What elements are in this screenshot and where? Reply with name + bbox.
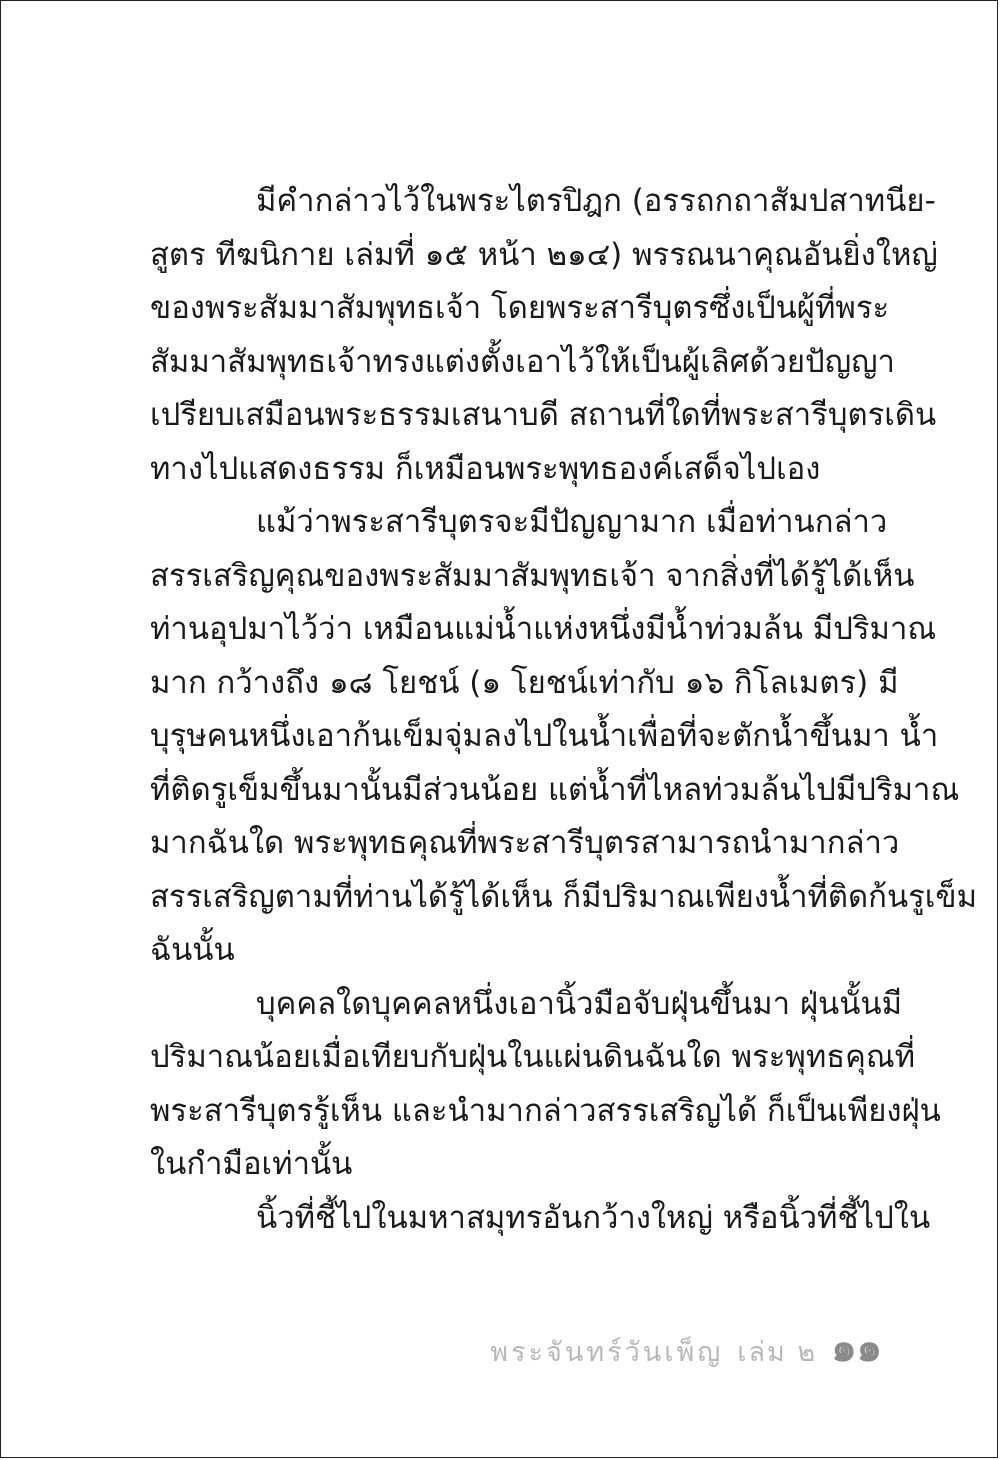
text-line: สัมมาสัมพุทธเจ้าทรงแต่งตั้งเอาไว้ให้เป็นผู้เลิศด้วยปัญญา [150,343,895,380]
text-line: ทางไปแสดงธรรม ก็เหมือนพระพุทธองค์เสด็จไปเอง [150,450,821,487]
volume-label: เล่ม ๒ [737,1337,818,1368]
text-line: บุรุษคนหนึ่งเอาก้นเข็มจุ่มลงไปในน้ำเพื่อที่จะตักน้ำขึ้นมา น้ำ [150,718,939,754]
text-line: ในกำมือเท่านั้น [150,1146,353,1182]
text-line: มาก กว้างถึง ๑๘ โยชน์ (๑ โยชน์เท่ากับ ๑๖ กิโลเมตร) มี [150,664,899,701]
text-line: สูตร ทีฆนิกาย เล่มที่ ๑๕ หน้า ๒๑๔) พรรณนาคุณอันยิ่งใหญ่ [150,236,938,273]
text-line: นิ้วที่ชี้ไปในมหาสมุทรอันกว้างใหญ่ หรือนิ้วที่ชี้ไปใน [256,1199,931,1236]
text-line: พระสารีบุตรรู้เห็น และนำมากล่าวสรรเสริญได้ ก็เป็นเพียงฝุ่น [150,1092,941,1129]
page-number: ๑๑ [831,1325,882,1371]
page-body [150,175,978,1245]
text-line: ของพระสัมมาสัมพุทธเจ้า โดยพระสารีบุตรซึ่งเป็นผู้ที่พระ [150,290,890,326]
text-line: เปรียบเสมือนพระธรรมเสนาบดี สถานที่ใดที่พระสารีบุตรเดิน [150,397,937,433]
text-line: สรรเสริญคุณของพระสัมมาสัมพุทธเจ้า จากสิ่งที่ได้รู้ได้เห็น [150,557,915,594]
book-title: พระจันทร์วันเพ็ญ [490,1337,724,1368]
text-line: สรรเสริญตามที่ท่านได้รู้ได้เห็น ก็มีปริมาณเพียงน้ำที่ติดก้นรูเข็ม [150,878,978,915]
text-line: ปริมาณน้อยเมื่อเทียบกับฝุ่นในแผ่นดินฉันใด พระพุทธคุณที่ [150,1039,916,1075]
text-line: แม้ว่าพระสารีบุตรจะมีปัญญามาก เมื่อท่านกล่าว [256,504,888,540]
paragraph-1 [150,175,938,496]
text-line: มากฉันใด พระพุทธคุณที่พระสารีบุตรสามารถนำมากล่าว [150,825,900,861]
text-line: ที่ติดรูเข็มขึ้นมานั้นมีส่วนน้อย แต่น้ำที่ไหลท่วมล้นไปมีปริมาณ [150,771,960,808]
page-footer [490,1315,882,1379]
paragraph-2 [150,496,978,978]
text-line: บุคคลใดบุคคลหนึ่งเอานิ้วมือจับฝุ่นขึ้นมา ฝุ่นนั้นมี [256,985,903,1022]
paragraph-3 [150,978,941,1192]
text-line: ฉันนั้น [150,932,235,968]
text-line: ท่านอุปมาไว้ว่า เหมือนแม่น้ำแห่งหนึ่งมีน้ำท่วมล้น มีปริมาณ [150,611,937,647]
paragraph-4 [150,1192,931,1246]
text-line: มีคำกล่าวไว้ในพระไตรปิฎก (อรรถกถาสัมปสาทนีย- [256,183,936,219]
